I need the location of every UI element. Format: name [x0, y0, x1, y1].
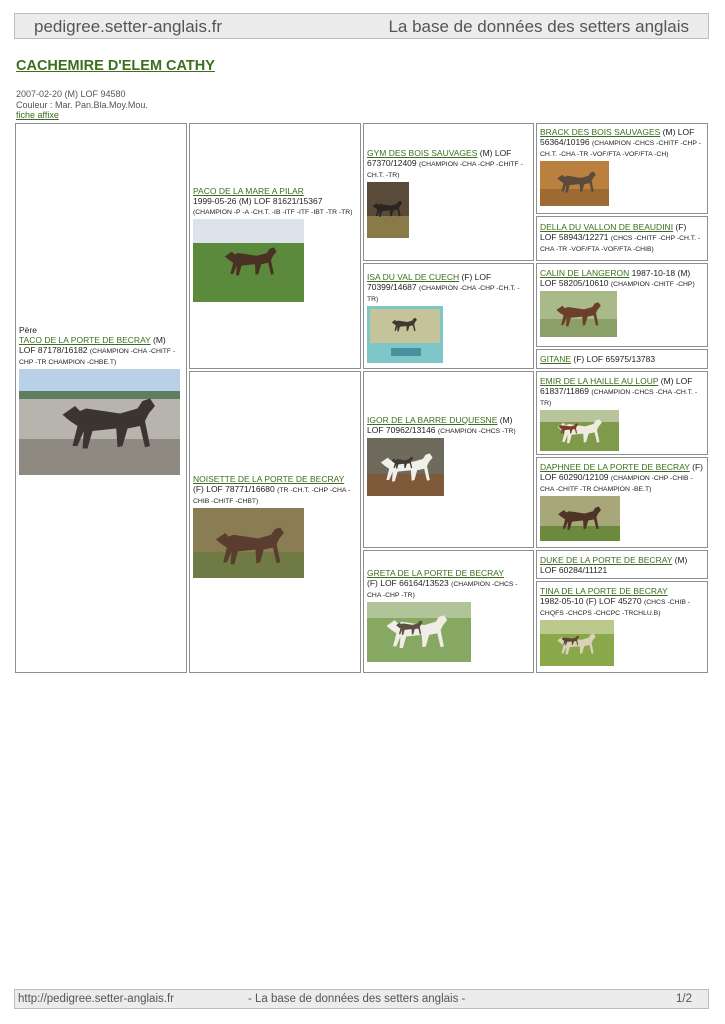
site-name: pedigree.setter-anglais.fr: [34, 17, 223, 36]
footer-page-number: 1/2: [676, 993, 692, 1005]
sd-link[interactable]: NOISETTE DE LA PORTE DE BECRAY: [193, 474, 345, 484]
pedigree-cell-g1: [536, 123, 708, 214]
g3-reg: 1987-10-18 (M) LOF 58205/10610: [540, 268, 691, 288]
page-footer: [14, 989, 709, 1009]
g4-link[interactable]: GITANE: [540, 354, 572, 364]
g6-titles: (CHAMPION -CHP -CHIB -CHA -CHITF -TR CHAMPION -BE.T): [540, 475, 693, 493]
pedigree-cell-g6: [536, 457, 708, 548]
g2-titles: (CHCS -CHITF -CHP -CH.T. -CHA -TR -VOF/FTA -VOF/FTA -CHIB): [540, 235, 701, 253]
sd-photo: [193, 508, 304, 578]
footer-tagline: - La base de données des setters anglais -: [248, 993, 466, 1005]
sire-titles: (CHAMPION -CHA -CHITF -CHP -TR CHAMPION -CHBE.T): [19, 348, 176, 366]
ss-titles: (CHAMPION -P -A -CH.T. -IB -ITF -ITF -IBT -TR -TR): [193, 209, 353, 216]
sdd-reg: (F) LOF 66164/13523: [367, 578, 452, 588]
sire-photo: [19, 369, 180, 475]
ssd-reg: (F) LOF 70399/14687: [367, 272, 492, 292]
ssd-titles: (CHAMPION -CHA -CHP -CH.T. -TR): [367, 285, 520, 303]
sss-reg: (M) LOF 67370/12409: [367, 148, 512, 168]
g5-titles: (CHAMPION -CHCS -CHA -CH.T. -TR): [540, 389, 698, 407]
pedigree-cell-sdd: [363, 550, 534, 673]
pedigree-cell-sds: [363, 371, 534, 548]
g1-titles: (CHAMPION -CHCS -CHITF -CHP -CH.T. -CHA -TR -VOF/FTA -VOF/FTA -CH): [540, 140, 701, 158]
pedigree-cell-sss: [363, 123, 534, 261]
g6-reg: (F) LOF 60290/12109: [540, 462, 703, 482]
pedigree-cell-g8: [536, 581, 708, 673]
g5-reg: (M) LOF 61837/11869: [540, 376, 693, 396]
pedigree-cell-g3: [536, 263, 708, 347]
sss-photo: [367, 182, 409, 238]
g1-link[interactable]: BRACK DES BOIS SAUVAGES: [540, 127, 661, 137]
g7-link[interactable]: DUKE DE LA PORTE DE BECRAY: [540, 555, 673, 565]
pedigree-cell-g2: [536, 216, 708, 261]
sds-titles: (CHAMPION -CHCS -TR): [437, 428, 516, 435]
g7-reg: (M) LOF 60284/11121: [540, 555, 688, 575]
pedigree-cell-sire-sire: [189, 123, 361, 369]
sss-titles: (CHAMPION -CHA -CHP -CHITF -CH.T. -TR): [367, 161, 523, 179]
pedigree-cell-g5: [536, 371, 708, 455]
g8-titles: (CHCS -CHIB -CHQFS -CHCPS -CHCPC -TRCHLU.B): [540, 599, 691, 617]
g6-link[interactable]: DAPHNEE DE LA PORTE DE BECRAY: [540, 462, 690, 472]
dog-title[interactable]: CACHEMIRE D'ELEM CATHY: [16, 58, 215, 74]
g8-reg: 1982-05-10 (F) LOF 45270: [540, 596, 644, 606]
sss-link[interactable]: GYM DES BOIS SAUVAGES: [367, 148, 478, 158]
sdd-link[interactable]: GRETA DE LA PORTE DE BECRAY: [367, 568, 504, 578]
ss-reg: 1999-05-26 (M) LOF 81621/15367: [193, 196, 323, 206]
sd-reg: (F) LOF 78771/16680: [193, 484, 278, 494]
g2-reg: (F) LOF 58943/12271: [540, 222, 687, 242]
sire-role-label: Père: [19, 325, 37, 335]
g1-reg: (M) LOF 56364/10196: [540, 127, 695, 147]
g3-photo: [540, 291, 617, 337]
g2-link[interactable]: DELLA DU VALLON DE BEAUDINI: [540, 222, 674, 232]
g3-titles: (CHAMPION -CHITF -CHP): [610, 281, 695, 288]
dog-color: Couleur : Mar. Pan.Bla.Moy.Mou.: [16, 99, 148, 110]
g5-photo: [540, 410, 619, 451]
pedigree-cell-g4: [536, 349, 708, 369]
g1-photo: [540, 161, 609, 206]
pedigree-cell-g7: [536, 550, 708, 579]
sds-link[interactable]: IGOR DE LA BARRE DUQUESNE: [367, 415, 498, 425]
pedigree-cell-sire: [15, 123, 187, 673]
dog-birth-info: 2007-02-20 (M) LOF 94580: [16, 89, 126, 99]
g8-photo: [540, 620, 614, 666]
ssd-photo: [367, 306, 443, 363]
sire-reg: LOF 87178/16182: [19, 345, 90, 355]
g3-link[interactable]: CALIN DE LANGERON: [540, 268, 630, 278]
sire-sex: (M): [150, 335, 166, 345]
sdd-titles: (CHAMPION -CHCS -CHA -CHP -TR): [367, 581, 518, 599]
sds-reg: (M) LOF 70962/13146: [367, 415, 513, 435]
page-header: [14, 13, 709, 39]
ssd-link[interactable]: ISA DU VAL DE CUECH: [367, 272, 460, 282]
dog-info: [16, 89, 148, 121]
g5-link[interactable]: EMIR DE LA HAILLE AU LOUP: [540, 376, 659, 386]
g8-link[interactable]: TINA DE LA PORTE DE BECRAY: [540, 586, 668, 596]
sdd-photo: [367, 602, 471, 662]
sd-titles: (TR -CH.T. -CHP -CHA -CHIB -CHITF -CHBT): [193, 487, 351, 505]
sire-link[interactable]: TACO DE LA PORTE DE BECRAY: [19, 335, 151, 345]
pedigree-cell-ssd: [363, 263, 534, 369]
site-tagline: La base de données des setters anglais: [388, 17, 689, 36]
ss-photo: [193, 219, 304, 302]
fiche-affixe-link[interactable]: fiche affixe: [16, 110, 59, 120]
g4-reg: (F) LOF 65975/13783: [571, 354, 656, 364]
ss-link[interactable]: PACO DE LA MARE A PILAR: [193, 186, 304, 196]
sds-photo: [367, 438, 444, 496]
g6-photo: [540, 496, 620, 541]
pedigree-cell-sire-dam: [189, 371, 361, 673]
footer-url[interactable]: http://pedigree.setter-anglais.fr: [18, 993, 174, 1005]
